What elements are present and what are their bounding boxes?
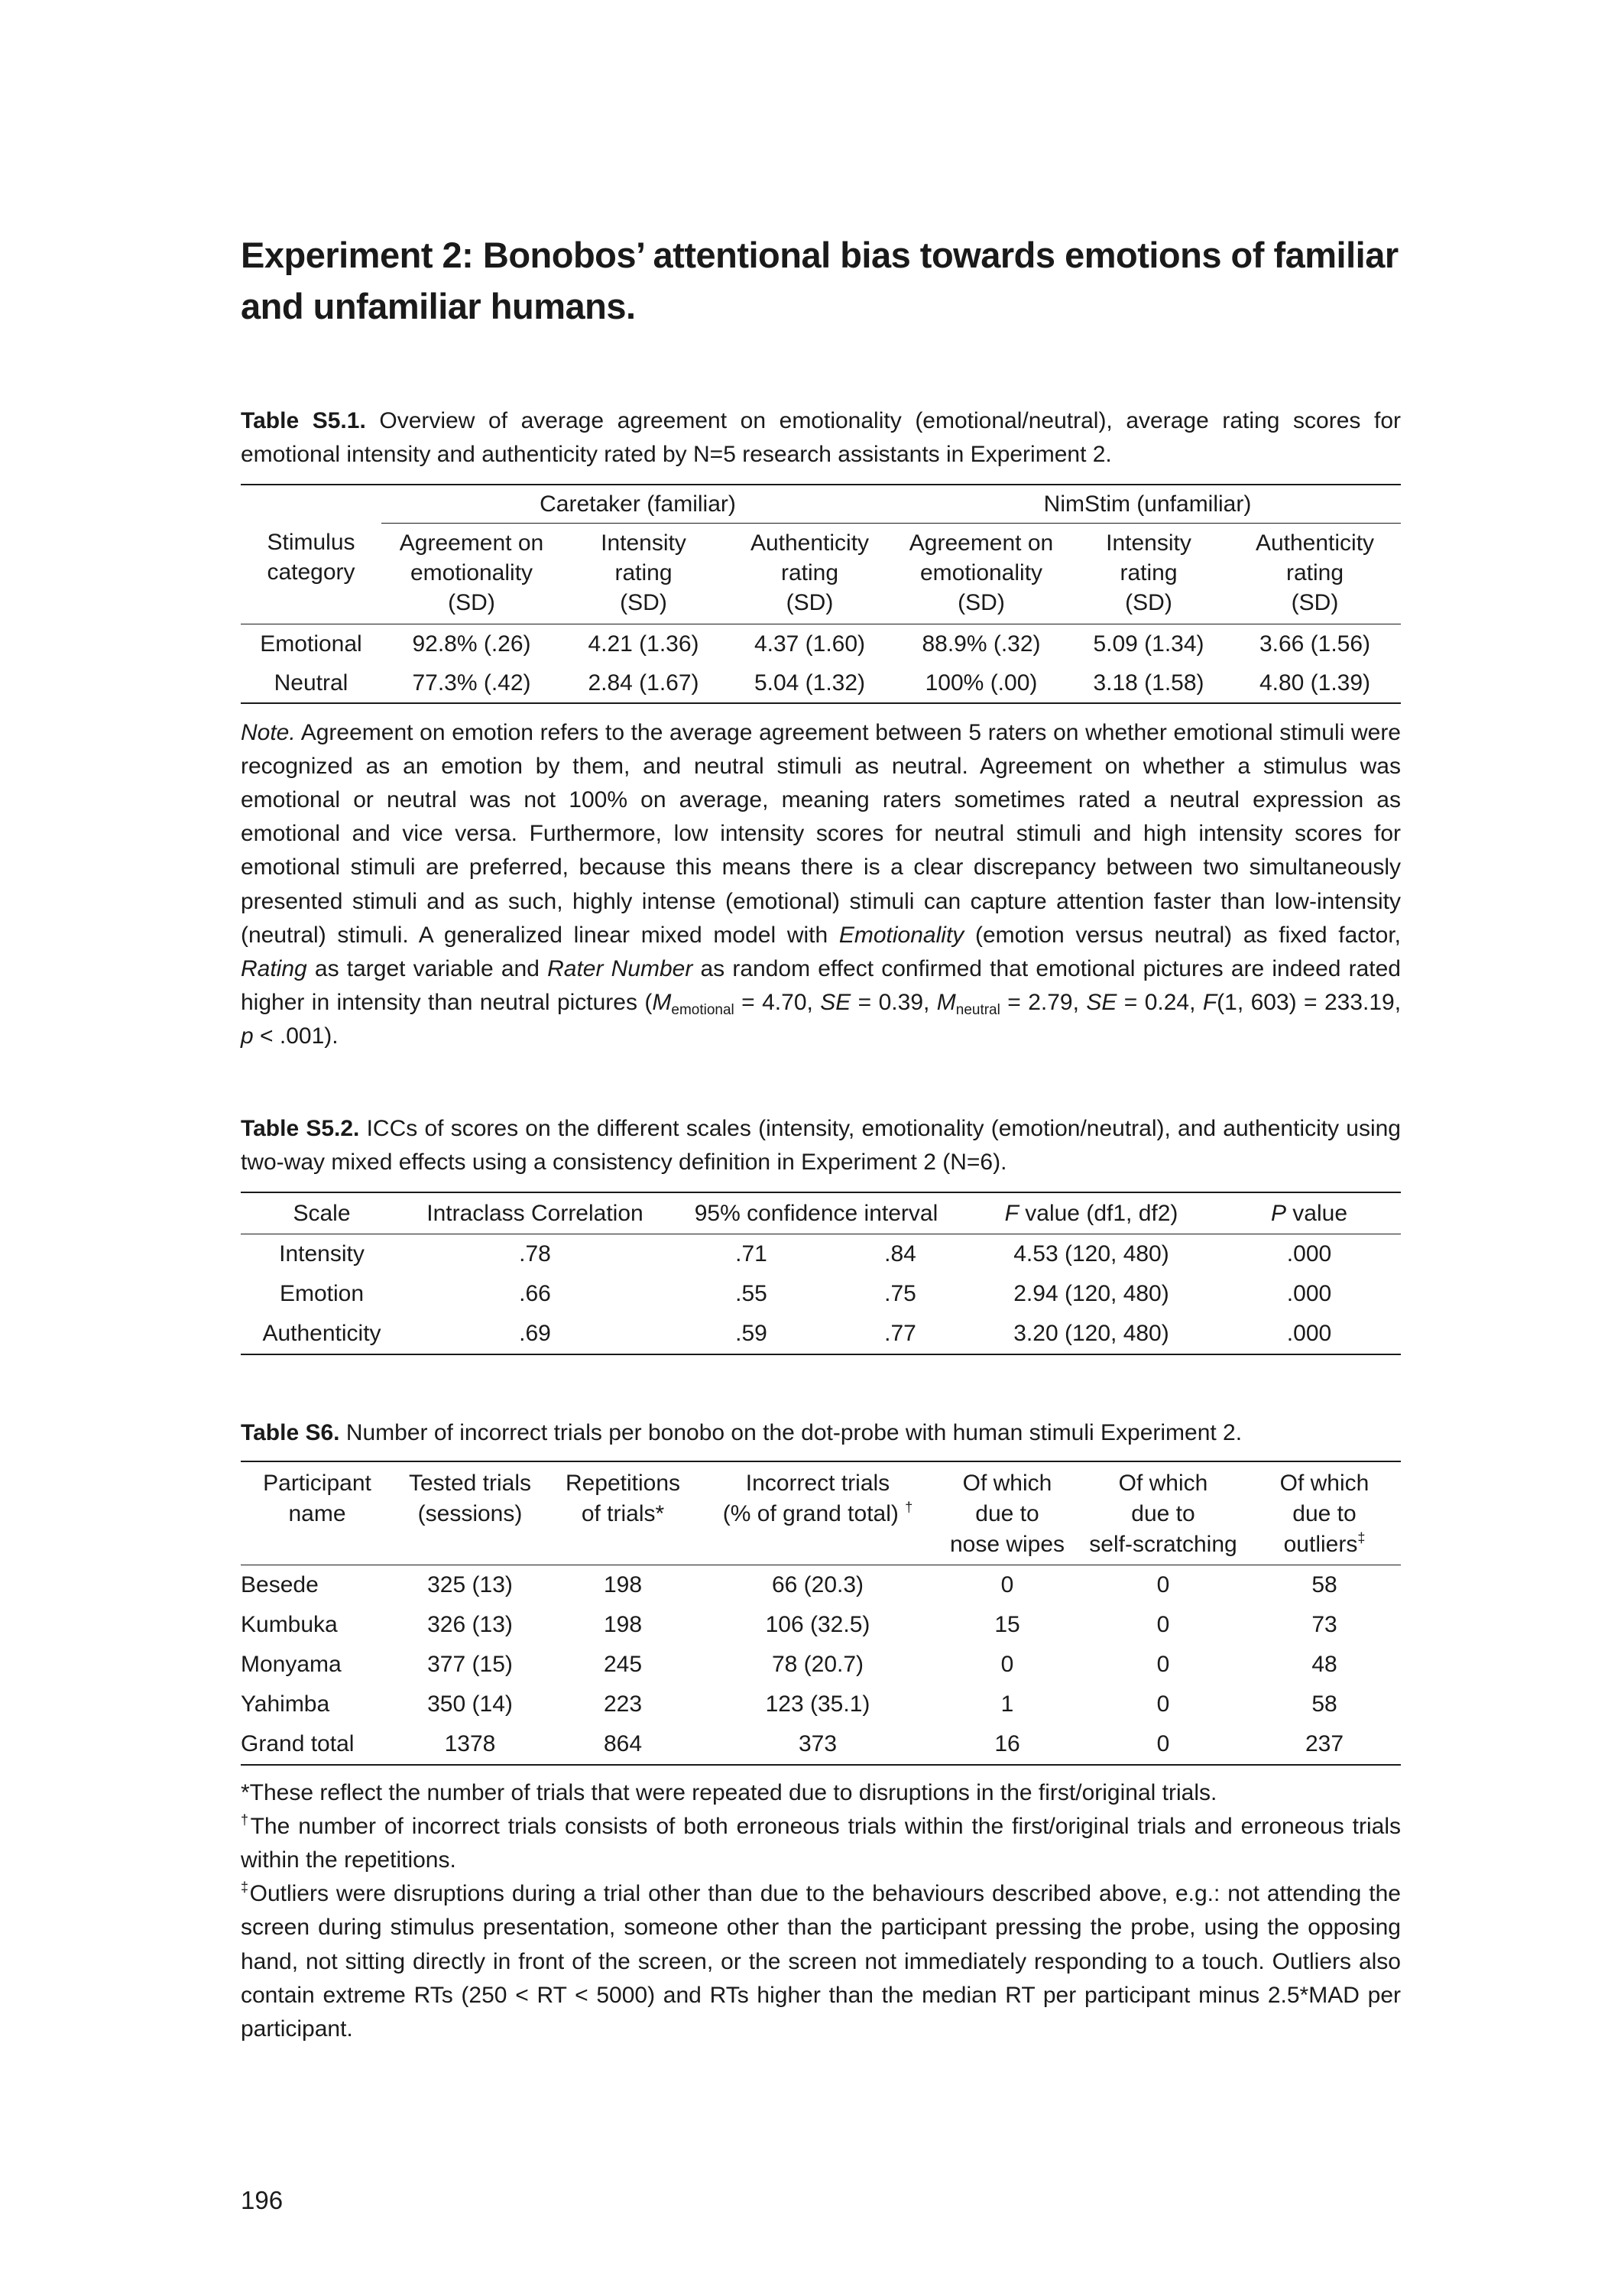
table-s5-1 xyxy=(241,484,1401,704)
page-content xyxy=(241,229,1401,2046)
group-caretaker: Caretaker (familiar) xyxy=(381,485,894,523)
header-incorrect-trials: Incorrect trials (% of grand total) † xyxy=(722,1470,913,1526)
table-s5-1-note: Note. Agreement on emotion refers to the average agreement between 5 raters on whether emotional stimuli were recognized as an emotion by them, and neutral stimuli as neutral. Agreement on whether a stimulus was emotional or neutral was not 100% on average, meaning raters sometimes rated a neutral expression as emotional and vice versa. Furthermore, low intensity scores for neutral stimuli and high intensity scores for emotional stimuli are preferred, because this means there is a clear discrepancy between two simultaneously presented stimuli and as such, highly intense (emotional) stimuli can capture attention faster than low-intensity (neutral) stimuli. A generalized linear mixed model with Emotionality (emotion versus neutral) as fixed factor, Rating as target variable and Rater Number as random effect confirmed that emotional pictures are indeed rated higher in intensity than neutral pictures ($M_{emotional} = 4.70$, SE = 0.39, $M_{neutral} = 2.79$, SE = 0.24, F(1, 603) = 233.19, p < .001). xyxy=(241,719,1402,1049)
header-p-value: P value xyxy=(1270,1200,1348,1226)
header-authenticity: Authenticity rating (SD) xyxy=(1255,530,1375,615)
table-s5-2-caption xyxy=(241,1112,1401,1179)
table-row: Besede 325 (13) 198 66 (20.3) 0 0 58 xyxy=(241,1571,1337,1597)
table-row: Emotion .66 .55 .75 2.94 (120, 480) .000 xyxy=(279,1280,1332,1306)
header-f-value: F value (df1, df2) xyxy=(1004,1200,1178,1226)
table-row: Yahimba 350 (14) 223 123 (35.1) 1 0 58 xyxy=(241,1691,1337,1717)
table-row: Authenticity .69 .59 .77 3.20 (120, 480) .000 xyxy=(241,1314,1401,1354)
table-row-total: Grand total 1378 864 373 16 0 237 xyxy=(241,1724,1401,1765)
section-heading: Experiment 2: Bonobos’ attentional bias towards emotions of familiar and unfamiliar humans. xyxy=(241,235,1399,326)
table-row: Emotional 92.8% (.26) 4.21 (1.36) 4.37 (1.60) 88.9% (.32) 5.09 (1.34) 3.66 (1.56) xyxy=(260,631,1371,657)
table-s5-1-caption xyxy=(241,404,1401,472)
footnote-repetitions: *These reflect the number of trials that were repeated due to disruptions in the first/original trials. xyxy=(241,1779,1217,1805)
caption-text: Overview of average agreement on emotionality (emotional/neutral), average rating scores for emotional intensity and authenticity rated by N=5 research assistants in Experiment 2. xyxy=(241,408,1401,467)
footnote-incorrect: †The number of incorrect trials consists of both erroneous trials within the first/original trials and erroneous trials within the repetitions. xyxy=(241,1811,1402,1873)
header-scale: Scale xyxy=(293,1200,351,1226)
table-label: Table S5.2. xyxy=(241,1115,360,1141)
header-stimulus-category: Stimulus category xyxy=(267,530,355,585)
header-intensity: Intensity rating (SD) xyxy=(1106,530,1191,615)
header-outliers: Of which due to outliers‡ xyxy=(1279,1470,1370,1557)
header-agreement: Agreement on emotionality (SD) xyxy=(399,530,544,615)
caption-text: Number of incorrect trials per bonobo on the dot-probe with human stimuli Experiment 2. xyxy=(339,1419,1243,1445)
header-icc: Intraclass Correlation xyxy=(426,1200,643,1226)
table-row: Kumbuka 326 (13) 198 106 (32.5) 15 0 73 xyxy=(241,1611,1337,1637)
group-nimstim: NimStim (unfamiliar) xyxy=(894,485,1401,523)
header-authenticity: Authenticity rating (SD) xyxy=(750,530,870,615)
footnote-outliers: ‡Outliers were disruptions during a trial other than due to the behaviours described above, e.g.: not attending the screen during stimulus presentation, someone other than the participant pressing the probe, using the opposing hand, not sitting directly in front of the screen, or the screen not immediately responding to a touch. Outliers also contain extreme RTs (250 < RT < 5000) and RTs higher than the median RT per participant minus 2.5*MAD per participant. xyxy=(241,1879,1401,2042)
header-participant: Participant name xyxy=(263,1470,371,1526)
header-self-scratching: Of which due to self-scratching xyxy=(1089,1470,1237,1557)
page-number: 196 xyxy=(241,2186,284,2214)
table-label: Table S6. xyxy=(241,1419,340,1445)
column-header-row xyxy=(241,1461,1401,1565)
column-header-row xyxy=(241,523,1401,624)
table-row: Neutral 77.3% (.42) 2.84 (1.67) 5.04 (1.32) 100% (.00) 3.18 (1.58) 4.80 (1.39) xyxy=(241,663,1401,703)
table-s6 xyxy=(241,1461,1401,1766)
header-agreement: Agreement on emotionality (SD) xyxy=(909,530,1054,615)
table-s5-2 xyxy=(241,1192,1401,1355)
column-header-row xyxy=(241,1192,1401,1234)
header-tested-trials: Tested trials (sessions) xyxy=(408,1470,532,1526)
table-label: Table S5.1. xyxy=(241,408,366,433)
caption-text: ICCs of scores on the different scales (intensity, emotionality (emotion/neutral), and authenticity using two-way mixed effects using a consistency definition in Experiment 2 (N=6). xyxy=(241,1115,1401,1175)
header-repetitions: Repetitions of trials* xyxy=(565,1470,681,1526)
table-row: Intensity .78 .71 .84 4.53 (120, 480) .000 xyxy=(279,1241,1332,1267)
table-row: Monyama 377 (15) 245 78 (20.7) 0 0 48 xyxy=(241,1651,1337,1677)
header-ci: 95% confidence interval xyxy=(694,1200,938,1226)
group-header-row xyxy=(241,485,1401,523)
table-s6-caption xyxy=(241,1416,1401,1450)
header-nose-wipes: Of which due to nose wipes xyxy=(949,1470,1065,1557)
header-intensity: Intensity rating (SD) xyxy=(601,530,686,615)
